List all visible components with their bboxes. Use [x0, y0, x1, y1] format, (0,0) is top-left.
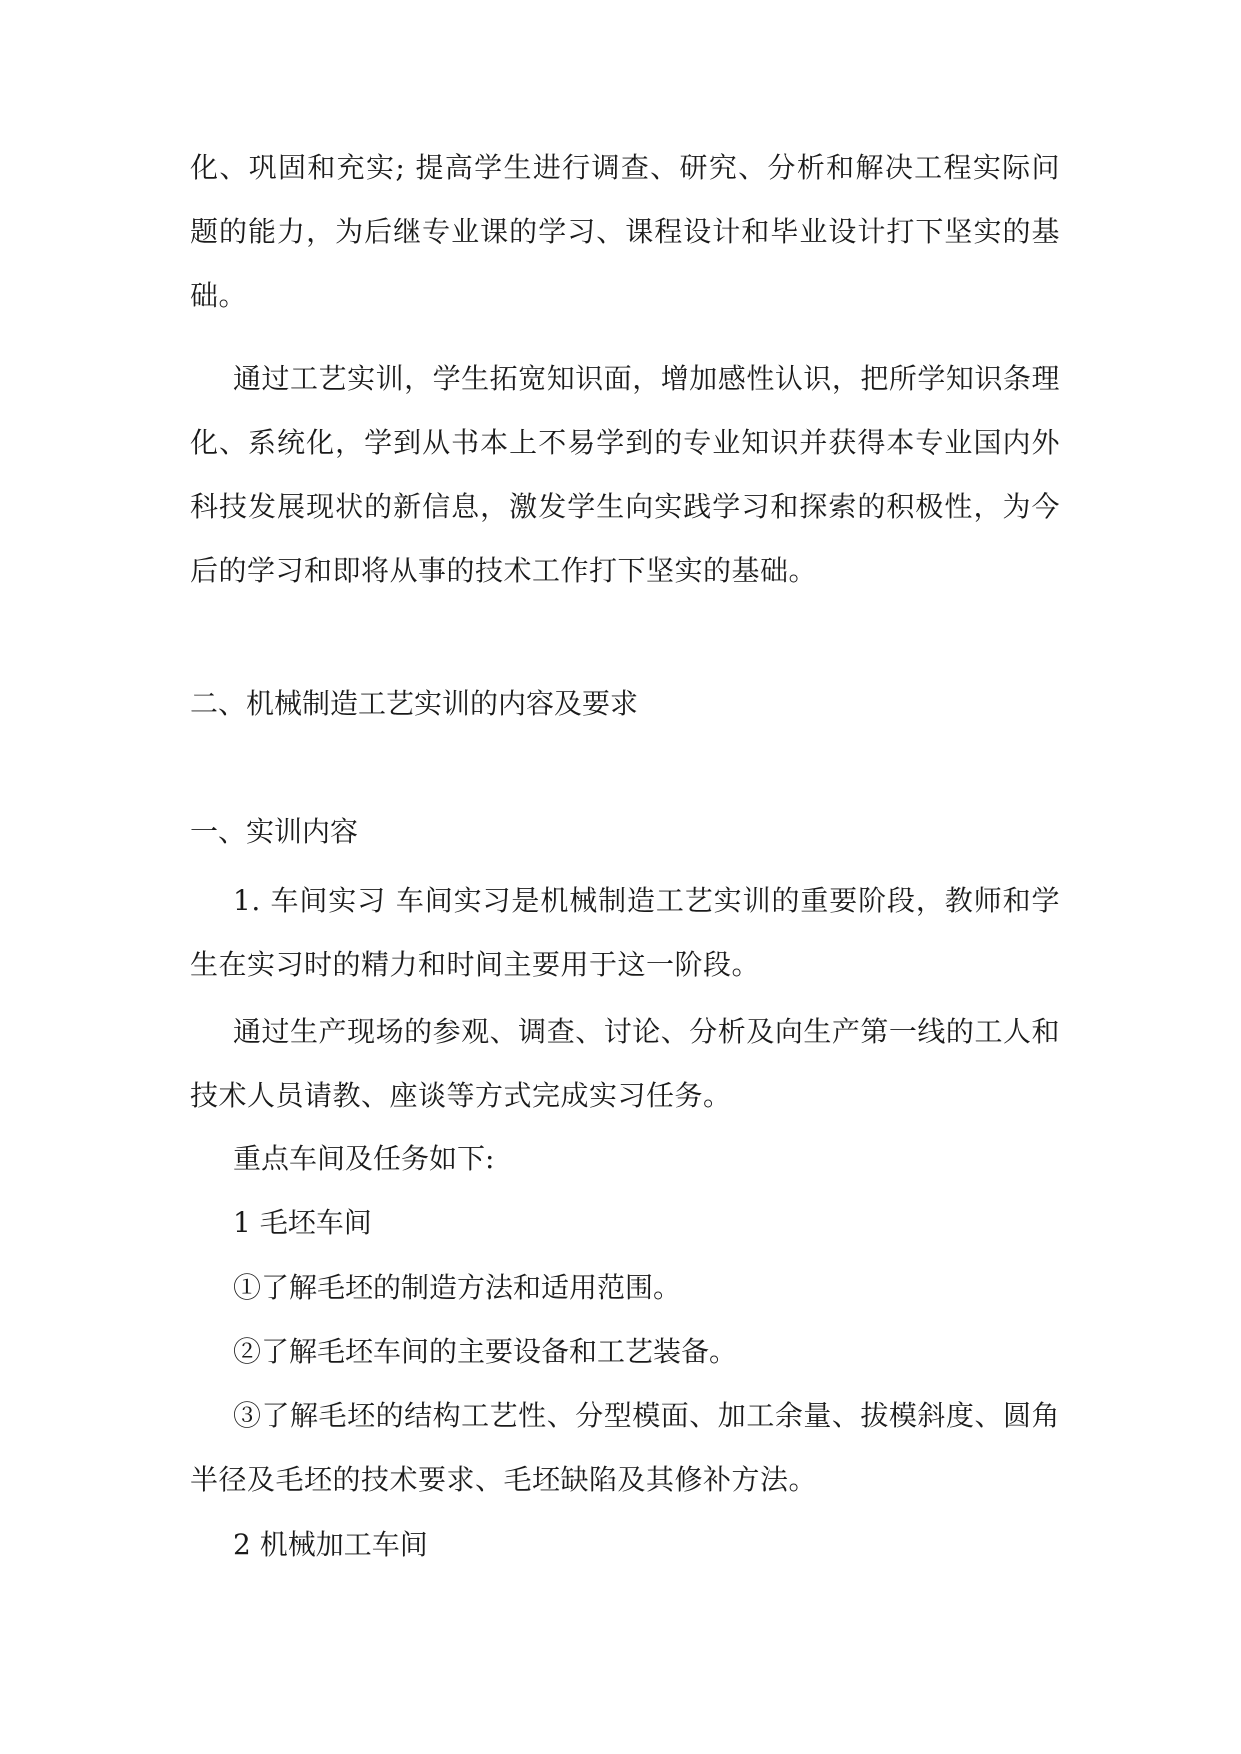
paragraph-block-3 — [190, 869, 1060, 997]
section-heading-2: 二、机械制造工艺实训的内容及要求 — [190, 687, 639, 720]
paragraph-2: 通过工艺实训，学生拓宽知识面，增加感性认识，把所学知识条理化、系统化，学到从书本上不易学到的专业知识并获得本专业国内外科技发展现状的新信息，激发学生向实践学习和探索的积极性，为今后的学习和即将从事的技术工作打下坚实的基础。 — [190, 362, 1060, 587]
paragraph-10: 2 机械加工车间 — [233, 1528, 428, 1561]
paragraph-block-4 — [190, 1000, 1060, 1128]
paragraph-4: 通过生产现场的参观、调查、讨论、分析及向生产第一线的工人和技术人员请教、座谈等方式完成实习任务。 — [190, 1015, 1060, 1112]
paragraph-3: 1. 车间实习 车间实习是机械制造工艺实训的重要阶段，教师和学生在实习时的精力和时间主要用于这一阶段。 — [190, 884, 1060, 981]
paragraph-5: 重点车间及任务如下: — [233, 1142, 495, 1175]
paragraph-block-2 — [190, 347, 1060, 603]
paragraph-1: 化、巩固和充实; 提高学生进行调查、研究、分析和解决工程实际问题的能力，为后继专业课的学习、课程设计和毕业设计打下坚实的基础。 — [190, 151, 1060, 312]
paragraph-8: ②了解毛坯车间的主要设备和工艺装备。 — [233, 1335, 738, 1368]
paragraph-7: ①了解毛坯的制造方法和适用范围。 — [233, 1271, 682, 1304]
paragraph-9: ③了解毛坯的结构工艺性、分型模面、加工余量、拔模斜度、圆角半径及毛坯的技术要求、毛坯缺陷及其修补方法。 — [190, 1399, 1060, 1496]
paragraph-block-9 — [190, 1384, 1060, 1512]
paragraph-6: 1 毛坯车间 — [233, 1206, 372, 1239]
paragraph-continuation — [190, 136, 1060, 328]
section-heading-1: 一、实训内容 — [190, 815, 359, 848]
